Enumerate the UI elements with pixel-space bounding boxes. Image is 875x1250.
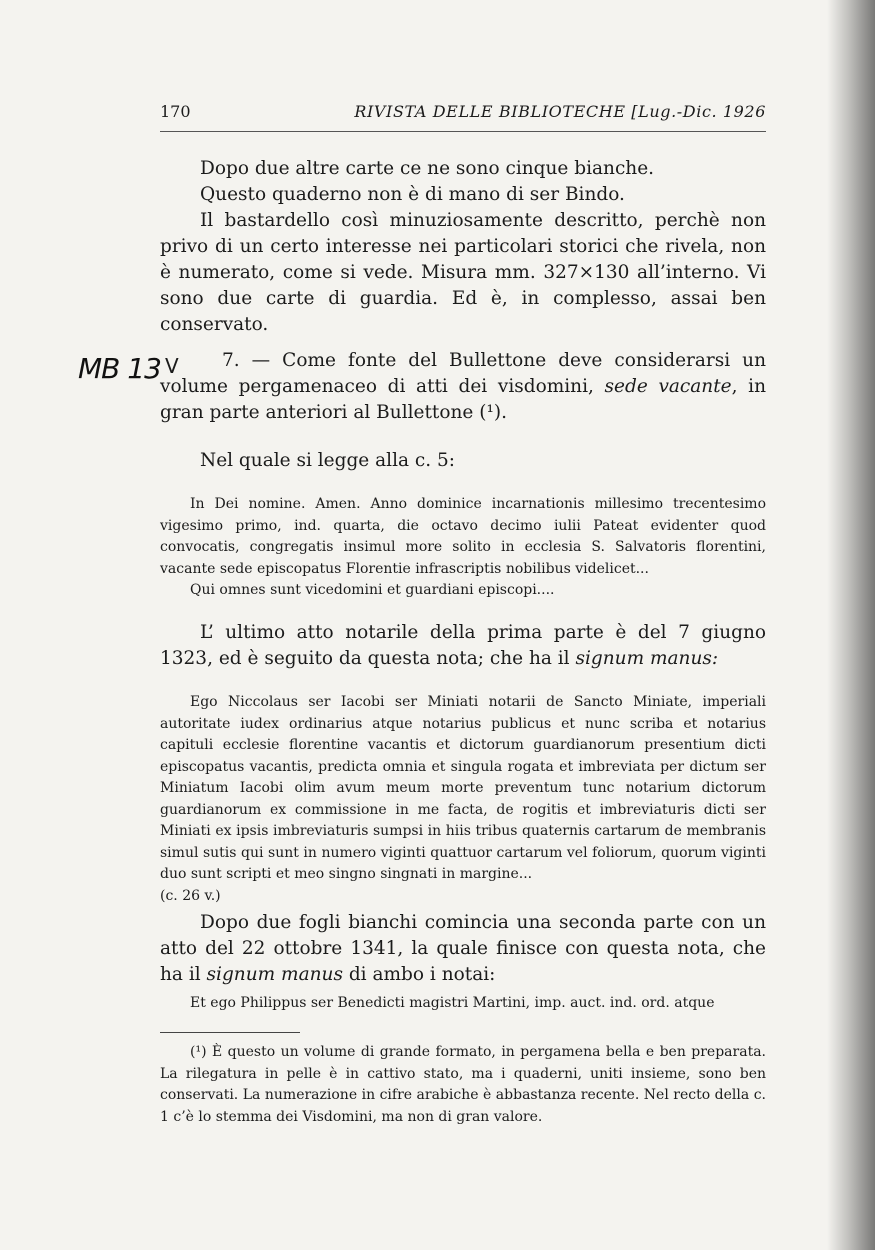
quote-text: Et ego Philippus ser Benedicti magistri Martini, imp. auct. ind. ord. atque <box>190 995 715 1011</box>
quote-text: Ego Niccolaus ser Iacobi ser Miniati notarii de Sancto Miniate, imperiali autoritate iudex ordinarius atque notarius publicus et nunc scriba et notarius capituli ecclesie florentine vacantis et dictorum guardianorum presentium dicti episcopatus vacantis, predicta omnia et singula rogata et imbreviata per dictum ser Miniatum Iacobi olim avum meum morte preventum tunc notarium dictorum guardianorum ex commissione in me facta, de rogitis et imbreviaturis dicti ser Miniati ex ipsis imbreviaturis sumpsi in hiis tribus quaternis cartarum de membranis simul sutis qui sunt in numero viginti quattuor cartarum vel foliorum, quorum viginti duo sunt scripti et meo singno singnati in margine... <box>160 694 766 882</box>
paragraph: Nel quale si legge alla c. 5: <box>200 450 456 471</box>
paragraph: Questo quaderno non è di mano di ser Bindo. <box>200 184 625 205</box>
section-7-paragraph <box>160 348 766 426</box>
footnote-rule <box>160 1032 300 1033</box>
latin-quote-1 <box>160 494 766 602</box>
page-number: 170 <box>160 102 191 121</box>
quote-text: Qui omnes sunt vicedomini et guardiani episcopi.... <box>190 582 555 598</box>
intro-line <box>160 448 766 474</box>
running-header <box>160 102 766 128</box>
paragraph-group-2 <box>160 620 766 672</box>
paragraph-group-3 <box>160 910 766 988</box>
section-text: 7. — Come fonte del Bullettone deve considerarsi un volume pergamenaceo di atti dei visdomini, <box>160 350 766 397</box>
italic-term: sede vacante <box>604 376 732 397</box>
paragraph-text: Dopo due fogli bianchi comincia una seconda parte con un atto del 22 ottobre 1341, la quale finisce con questa nota, che ha il <box>160 912 766 985</box>
paragraph: Dopo due altre carte ce ne sono cinque bianche. <box>200 158 655 179</box>
italic-term: signum manus <box>206 964 343 985</box>
check-mark: V <box>165 354 179 378</box>
paragraph-group-1 <box>160 156 766 338</box>
quote-text: In Dei nomine. Amen. Anno dominice incarnationis millesimo trecentesimo vigesimo primo, ind. quarta, die octavo decimo iulii Pateat evidenter quod convocatis, congregatis insimul more solito in ecclesia S. Salvatoris florentini, vacante sede episcopatus Florentie infrascriptis nobilibus videlicet... <box>160 496 766 577</box>
running-title: RIVISTA DELLE BIBLIOTECHE [Lug.-Dic. 1926 <box>354 102 766 121</box>
quote-reference: (c. 26 v.) <box>160 887 221 904</box>
italic-term: signum manus: <box>575 648 719 669</box>
paragraph-text: L’ ultimo atto notarile della prima parte è del 7 giugno 1323, ed è seguito da questa nota; che ha il <box>160 622 766 669</box>
footnote <box>160 1042 766 1128</box>
section-text-end: , in gran parte anteriori al Bullettone (¹). <box>160 376 766 423</box>
paragraph: Il bastardello così minuziosamente descritto, perchè non privo di un certo interesse nei particolari storici che rivela, non è numerato, come si vede. Misura mm. 327×130 all’interno. Vi sono due carte di guardia. Ed è, in complesso, assai ben conservato. <box>160 210 766 335</box>
paragraph-text-end: di ambo i notai: <box>342 964 496 985</box>
footnote-text: (¹) È questo un volume di grande formato, in pergamena bella e ben preparata. La rilegatura in pelle è in cattivo stato, ma i quaderni, uniti insieme, sono ben conservati. La numerazione in cifre arabiche è abbastanza recente. Nel recto della c. 1 c’è lo stemma dei Visdomini, ma non di gran valore. <box>160 1044 766 1125</box>
handwritten-margin-note: MB 13 <box>78 352 161 385</box>
latin-quote-2 <box>160 692 766 907</box>
page-edge-shadow <box>827 0 875 1250</box>
latin-quote-3 <box>160 993 766 1015</box>
header-rule <box>160 131 766 132</box>
